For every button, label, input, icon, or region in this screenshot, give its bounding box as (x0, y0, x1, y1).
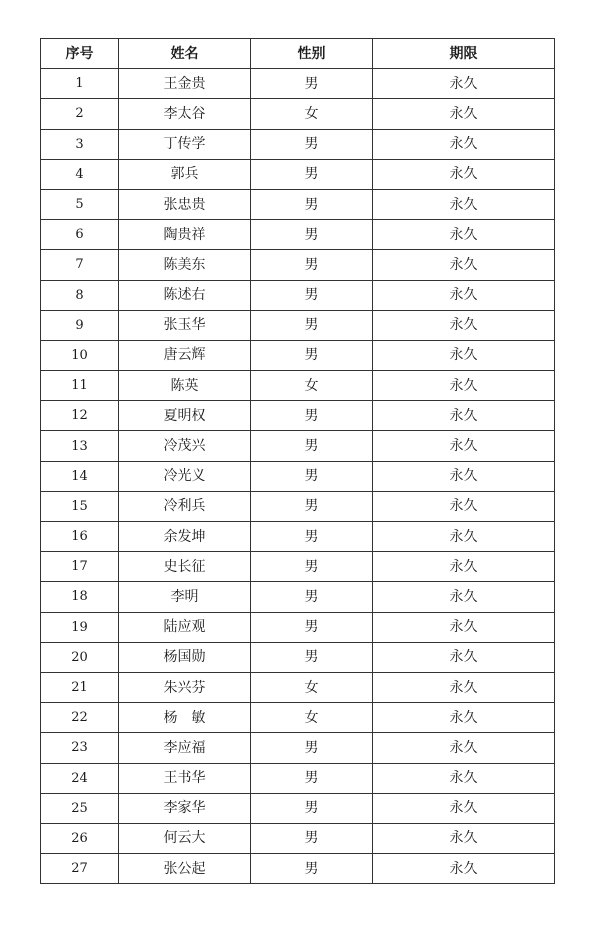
cell-serial: 18 (41, 582, 119, 612)
cell-name: 夏明权 (119, 401, 251, 431)
cell-name: 朱兴芬 (119, 672, 251, 702)
cell-serial: 2 (41, 99, 119, 129)
cell-term: 永久 (373, 129, 555, 159)
cell-term: 永久 (373, 99, 555, 129)
cell-term: 永久 (373, 491, 555, 521)
cell-serial: 19 (41, 612, 119, 642)
cell-name: 李家华 (119, 793, 251, 823)
table-row (41, 854, 555, 884)
table-row (41, 823, 555, 853)
table-row (41, 431, 555, 461)
cell-serial: 4 (41, 159, 119, 189)
table-row (41, 280, 555, 310)
table-row (41, 672, 555, 702)
cell-name: 冷茂兴 (119, 431, 251, 461)
cell-serial: 10 (41, 340, 119, 370)
cell-gender: 女 (251, 371, 373, 401)
cell-gender: 男 (251, 582, 373, 612)
table-row (41, 522, 555, 552)
table-row (41, 703, 555, 733)
cell-term: 永久 (373, 431, 555, 461)
cell-name: 郭兵 (119, 159, 251, 189)
cell-name: 陈美东 (119, 250, 251, 280)
cell-serial: 12 (41, 401, 119, 431)
cell-serial: 7 (41, 250, 119, 280)
table-row (41, 250, 555, 280)
cell-serial: 14 (41, 461, 119, 491)
cell-serial: 20 (41, 642, 119, 672)
cell-term: 永久 (373, 703, 555, 733)
cell-term: 永久 (373, 763, 555, 793)
cell-gender: 女 (251, 99, 373, 129)
cell-name: 杨国勋 (119, 642, 251, 672)
cell-gender: 男 (251, 401, 373, 431)
cell-name: 张公起 (119, 854, 251, 884)
table-header-row (41, 39, 555, 69)
cell-term: 永久 (373, 280, 555, 310)
cell-gender: 男 (251, 159, 373, 189)
cell-serial: 21 (41, 672, 119, 702)
cell-serial: 26 (41, 823, 119, 853)
table-row (41, 401, 555, 431)
table-row (41, 793, 555, 823)
cell-name: 陈英 (119, 371, 251, 401)
cell-term: 永久 (373, 793, 555, 823)
cell-term: 永久 (373, 461, 555, 491)
cell-name: 冷光义 (119, 461, 251, 491)
cell-serial: 8 (41, 280, 119, 310)
table-row (41, 461, 555, 491)
cell-gender: 男 (251, 310, 373, 340)
cell-term: 永久 (373, 371, 555, 401)
cell-gender: 男 (251, 431, 373, 461)
cell-term: 永久 (373, 401, 555, 431)
cell-serial: 5 (41, 189, 119, 219)
table-row (41, 129, 555, 159)
cell-gender: 男 (251, 823, 373, 853)
table-row (41, 733, 555, 763)
cell-gender: 男 (251, 793, 373, 823)
cell-gender: 男 (251, 461, 373, 491)
cell-name: 李应福 (119, 733, 251, 763)
cell-serial: 16 (41, 522, 119, 552)
table-row (41, 99, 555, 129)
cell-name: 陈述右 (119, 280, 251, 310)
cell-name: 何云大 (119, 823, 251, 853)
table-row (41, 189, 555, 219)
table-row (41, 220, 555, 250)
cell-term: 永久 (373, 220, 555, 250)
cell-term: 永久 (373, 612, 555, 642)
cell-gender: 男 (251, 733, 373, 763)
cell-gender: 男 (251, 612, 373, 642)
cell-serial: 6 (41, 220, 119, 250)
cell-gender: 男 (251, 189, 373, 219)
table-row (41, 582, 555, 612)
cell-term: 永久 (373, 642, 555, 672)
table-row (41, 612, 555, 642)
cell-serial: 11 (41, 371, 119, 401)
cell-term: 永久 (373, 159, 555, 189)
cell-name: 张玉华 (119, 310, 251, 340)
cell-name: 张忠贵 (119, 189, 251, 219)
cell-serial: 23 (41, 733, 119, 763)
cell-serial: 25 (41, 793, 119, 823)
cell-term: 永久 (373, 854, 555, 884)
cell-gender: 男 (251, 340, 373, 370)
cell-term: 永久 (373, 552, 555, 582)
header-serial: 序号 (41, 39, 119, 69)
cell-serial: 22 (41, 703, 119, 733)
cell-term: 永久 (373, 733, 555, 763)
cell-name: 李太谷 (119, 99, 251, 129)
cell-name: 余发坤 (119, 522, 251, 552)
cell-serial: 13 (41, 431, 119, 461)
table-row (41, 340, 555, 370)
cell-term: 永久 (373, 310, 555, 340)
cell-term: 永久 (373, 582, 555, 612)
roster-table (40, 38, 555, 884)
cell-name: 丁传学 (119, 129, 251, 159)
cell-gender: 男 (251, 250, 373, 280)
table-row (41, 69, 555, 99)
cell-gender: 女 (251, 672, 373, 702)
cell-term: 永久 (373, 189, 555, 219)
cell-gender: 男 (251, 220, 373, 250)
cell-serial: 27 (41, 854, 119, 884)
table-row (41, 491, 555, 521)
cell-name: 李明 (119, 582, 251, 612)
cell-gender: 男 (251, 129, 373, 159)
cell-term: 永久 (373, 522, 555, 552)
cell-term: 永久 (373, 340, 555, 370)
cell-serial: 9 (41, 310, 119, 340)
cell-gender: 男 (251, 491, 373, 521)
cell-gender: 男 (251, 552, 373, 582)
cell-name: 史长征 (119, 552, 251, 582)
roster-table-container (40, 38, 554, 884)
cell-name: 王金贵 (119, 69, 251, 99)
table-row (41, 763, 555, 793)
table-row (41, 371, 555, 401)
header-name: 姓名 (119, 39, 251, 69)
cell-serial: 3 (41, 129, 119, 159)
cell-gender: 男 (251, 280, 373, 310)
cell-name: 陆应观 (119, 612, 251, 642)
cell-gender: 男 (251, 763, 373, 793)
cell-term: 永久 (373, 69, 555, 99)
table-row (41, 642, 555, 672)
table-body (41, 69, 555, 884)
cell-name: 冷利兵 (119, 491, 251, 521)
cell-term: 永久 (373, 250, 555, 280)
header-gender: 性别 (251, 39, 373, 69)
cell-serial: 24 (41, 763, 119, 793)
cell-name: 唐云辉 (119, 340, 251, 370)
cell-serial: 15 (41, 491, 119, 521)
cell-term: 永久 (373, 672, 555, 702)
header-term: 期限 (373, 39, 555, 69)
cell-gender: 男 (251, 854, 373, 884)
cell-serial: 17 (41, 552, 119, 582)
cell-name: 王书华 (119, 763, 251, 793)
table-row (41, 552, 555, 582)
cell-serial: 1 (41, 69, 119, 99)
cell-gender: 男 (251, 522, 373, 552)
table-row (41, 310, 555, 340)
cell-gender: 男 (251, 69, 373, 99)
cell-gender: 女 (251, 703, 373, 733)
table-row (41, 159, 555, 189)
cell-name: 陶贵祥 (119, 220, 251, 250)
cell-name: 杨 敏 (119, 703, 251, 733)
cell-gender: 男 (251, 642, 373, 672)
cell-term: 永久 (373, 823, 555, 853)
